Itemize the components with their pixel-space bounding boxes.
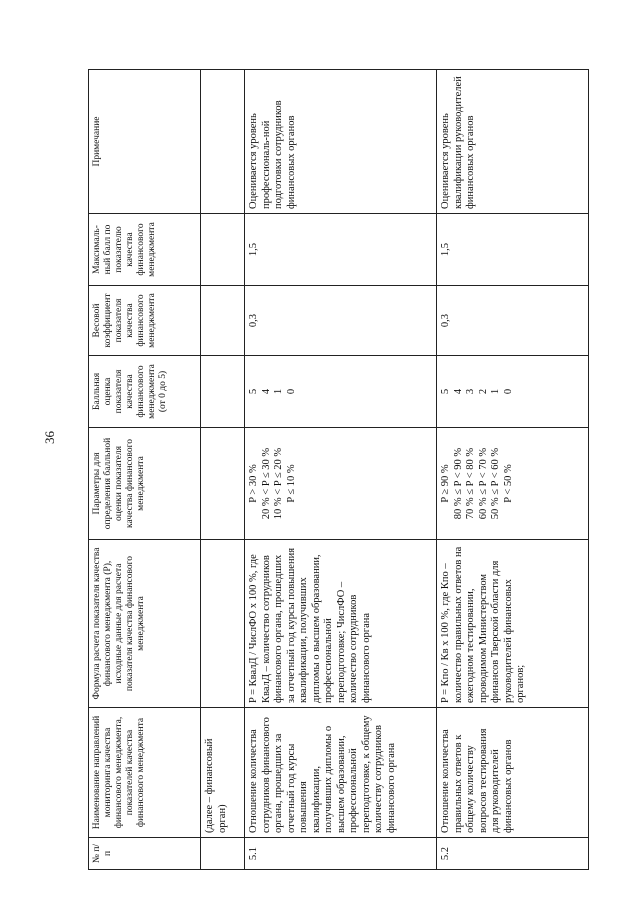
- param-item: 60 % ≤ P < 70 %: [477, 447, 489, 520]
- rotated-table-stage: [88, 70, 588, 870]
- param-item: P < 50 %: [502, 464, 514, 503]
- row-num: 5.2: [437, 838, 589, 870]
- param-item: P ≥ 90 %: [440, 464, 451, 503]
- score-item: 1: [490, 388, 501, 395]
- header-score: Балльная оценка показателя качества финансового менеджмента (от 0 до 5): [89, 356, 201, 428]
- cell-empty: [201, 214, 245, 286]
- row-params: [245, 428, 437, 540]
- page-number: 36: [42, 431, 57, 444]
- score-item: 4: [452, 388, 464, 395]
- row-direction: Отношение количества правильных ответов к общему количеству вопросов тестирования для руководителей финансовых органов: [437, 708, 589, 838]
- cell-empty: [201, 838, 245, 870]
- param-item: 70 % ≤ P < 80 %: [465, 447, 476, 520]
- score-item: 2: [477, 388, 489, 395]
- row-max: 1,5: [245, 214, 437, 286]
- header-row: [89, 70, 201, 870]
- param-item: P > 30 %: [248, 464, 259, 503]
- row-num: 5.1: [245, 838, 437, 870]
- score-item: 5: [248, 388, 259, 395]
- param-item: 20 % < P ≤ 30 %: [260, 447, 272, 520]
- param-item: 80 % ≤ P < 90 %: [452, 447, 464, 520]
- header-max: Максималь-ный балл по показателю качества финансового менеджмента: [89, 214, 201, 286]
- row-formula: P = КвалД / ЧислФО х 100 %, где КвалД – количество сотрудников финансового органа, прошедших за отчетный год курсы повышения квалификации, получивших дипломы о высшем образовании, профессиональной переподготовке; ЧислФО – количество сотрудников финансового органа: [245, 540, 437, 708]
- cell-empty: [201, 428, 245, 540]
- score-item: 3: [465, 388, 476, 395]
- row-scores: [437, 356, 589, 428]
- param-item: 10 % < P ≤ 20 %: [273, 447, 284, 520]
- param-item: 50 % ≤ P < 60 %: [490, 447, 501, 520]
- header-num: № п/п: [89, 838, 201, 870]
- header-params: Параметры для определения балльной оценки показателя качества финансового менеджмента: [89, 428, 201, 540]
- header-weight: Весовой коэффициент показателя качества финансового менеджмента: [89, 286, 201, 356]
- param-item: P ≤ 10 %: [285, 464, 297, 503]
- header-formula: Формула расчета показателя качества финансового менеджмента (P), исходные данные для расчета показателя качества финансового менеджмента: [89, 540, 201, 708]
- continued-row: [201, 70, 245, 870]
- score-item: 4: [260, 388, 272, 395]
- score-item: 0: [502, 388, 514, 395]
- score-item: 0: [285, 388, 297, 395]
- table-row: [437, 70, 589, 870]
- row-formula: P = Кпо / Кв х 100 %, где Кпо – количество правильных ответов на ежегодном тестировании, проводимом Министерством финансов Тверской области для руководителей финансовых органов;: [437, 540, 589, 708]
- header-direction: Наименование направлений мониторинга качества финансового менеджмента, показателей качества финансового менеджмента: [89, 708, 201, 838]
- table-row: [245, 70, 437, 870]
- row-note: Оценивается уровень профессиональ-ной подготовки сотрудников финансовых органов: [245, 70, 437, 214]
- cell-empty: [201, 356, 245, 428]
- score-item: 1: [273, 388, 284, 395]
- score-item: 5: [440, 388, 451, 395]
- row-direction: Отношение количества сотрудников финансового органа, прошедших за отчетный год курсы повышения квалификации, получивших дипломы о высшем образовании, профессиональной переподготовке, к общему количеству сотрудников финансового органа: [245, 708, 437, 838]
- header-note: Примечание: [89, 70, 201, 214]
- cell-empty: [201, 540, 245, 708]
- row-max: 1,5: [437, 214, 589, 286]
- row-params: [437, 428, 589, 540]
- cell-empty: [201, 286, 245, 356]
- row-weight: 0,3: [245, 286, 437, 356]
- continued-text: (далее – финансовый орган): [201, 708, 245, 838]
- row-note: Оценивается уровень квалификации руководителей финансовых органов: [437, 70, 589, 214]
- row-weight: 0,3: [437, 286, 589, 356]
- row-scores: [245, 356, 437, 428]
- quality-indicators-table: [88, 69, 589, 870]
- cell-empty: [201, 70, 245, 214]
